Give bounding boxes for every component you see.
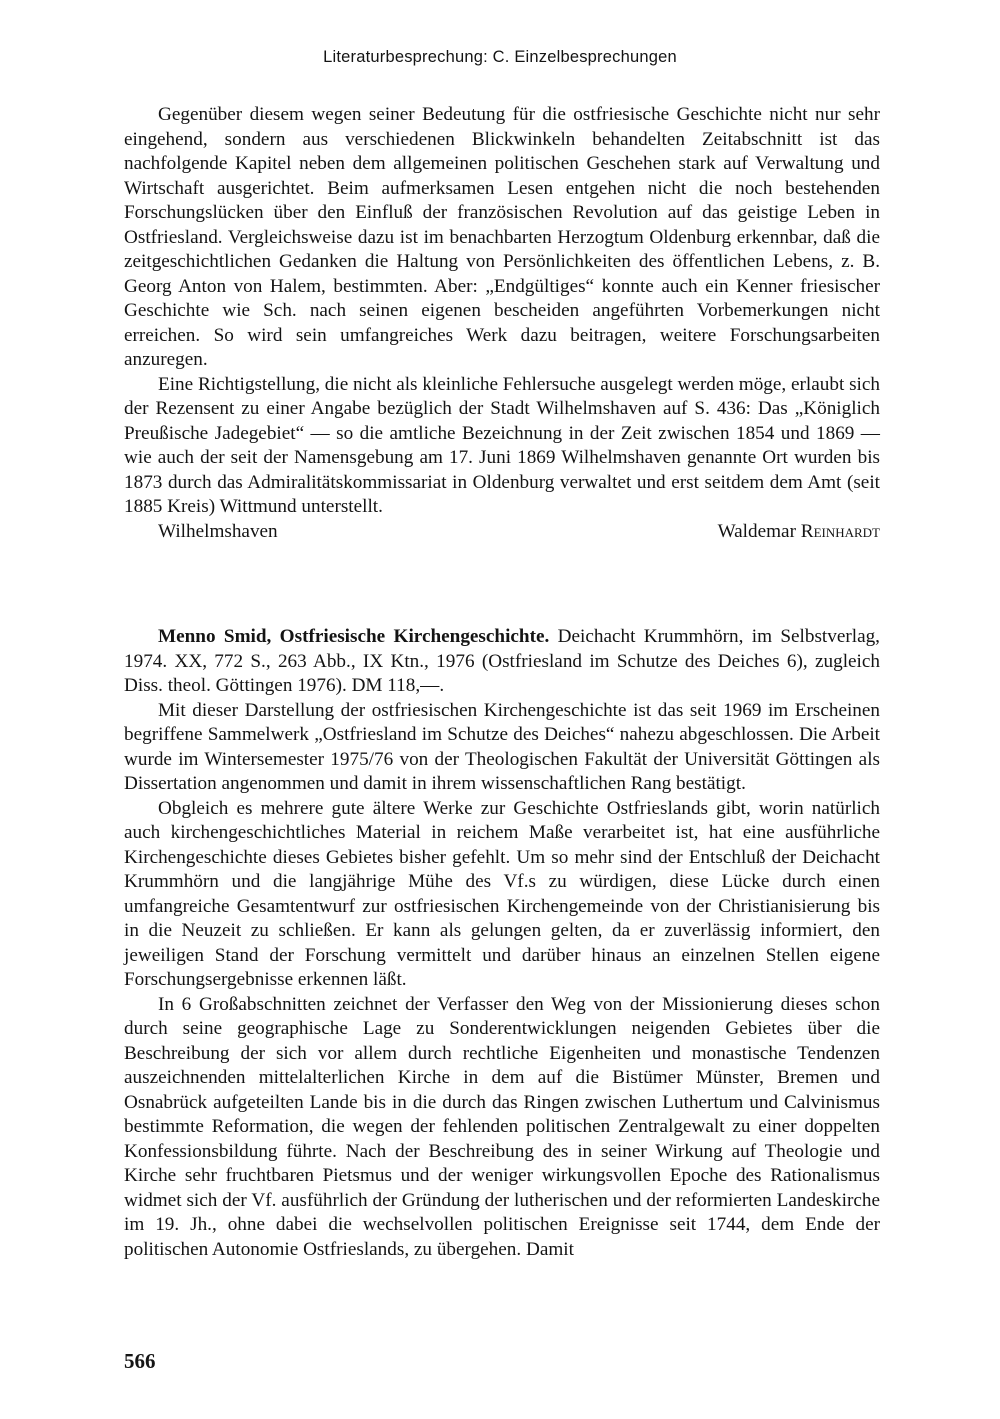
signature-line	[124, 520, 880, 545]
reviewer-surname: Reinhardt	[800, 520, 880, 542]
review-title: Menno Smid, Ostfriesische Kirchengeschichte.	[158, 626, 550, 647]
review-heading	[124, 625, 880, 699]
body-paragraph: Obgleich es mehrere gute ältere Werke zur Geschichte Ostfrieslands gibt, worin natürlich auch kirchengeschichtliches Material in reichem Maße verarbeitet ist, hat eine ausführliche Kirchengeschichte dieses Gebietes bisher gefehlt. Um so mehr sind der Entschluß der Deichacht Krummhörn und die langjährige Mühe des Vf.s zu würdigen, diese Lücke durch einen umfangreiche Gesamtentwurf zur ostfriesischen Kirchengemeinde von der Christianisierung bis in die Neuzeit zu schließen. Er kann als gelungen gelten, da er zuverlässig informiert, den jeweiligen Stand der Forschung vermittelt und darüber hinaus an einzelnen Stellen eigene Forschungsergebnisse erkennen läßt.	[124, 797, 880, 990]
page-number: 566	[124, 1349, 156, 1373]
running-head: Literaturbesprechung: C. Einzelbesprechungen	[323, 48, 677, 66]
review-smid	[124, 625, 880, 1262]
body-paragraph: In 6 Großabschnitten zeichnet der Verfasser den Weg von der Missionierung dieses schon durch seine geographische Lage zu Sonderentwicklungen neigenden Gebietes über die Beschreibung der sich vor allem durch rechtliche Eigenheiten und monastische Tendenzen auszeichnenden mittelalterlichen Kirche in dem auf die Bistümer Münster, Bremen und Osnabrück aufgeteilten Lande bis in die durch das Ringen zwischen Luthertum und Calvinismus bestimmte Reformation, die wegen der fehlenden politischen Zentralgewalt zu einer doppelten Konfessionsbildung führte. Nach der Beschreibung des in seiner Wirkung auf Theologie und Kirche sehr fruchtbaren Pietsmus und der weniger wirkungsvollen Epoche des Rationalismus widmet sich der Vf. ausführlich der Gründung der lutherischen und der reformierten Landeskirche im 19. Jh., ohne dabei die wechselvollen politischen Ereignisse seit 1744, dem Ende der politischen Autonomie Ostfrieslands, zu übergehen. Damit	[124, 993, 880, 1260]
reviewer-name: Waldemar Reinhardt	[717, 520, 880, 542]
review-bibliography: Deichacht Krummhörn, im Selbstverlag, 1974. XX, 772 S., 263 Abb., IX Ktn., 1976 (Ostfriesland im Schutze des Deiches 6), zugleich Diss. theol. Göttingen 1976). DM 118,—.	[124, 626, 880, 696]
body-paragraph: Eine Richtigstellung, die nicht als kleinliche Fehlersuche ausgelegt werden möge, erlaubt sich der Rezensent zu einer Angabe bezüglich der Stadt Wilhelmshaven auf S. 436: Das „Königlich Preußische Jadegebiet“ — so die amtliche Bezeichnung in der Zeit zwischen 1854 und 1869 — wie auch der seit der Namensgebung am 17. Juni 1869 Wilhelmshaven genannte Ort wurden bis 1873 durch das Admiralitätskommissariat in Oldenburg verwaltet und erst seitdem dem Amt (seit 1885 Kreis) Wittmund unterstellt.	[124, 373, 880, 517]
reviewer-place: Wilhelmshaven	[158, 520, 278, 542]
review-continuation	[124, 103, 880, 544]
body-paragraph: Gegenüber diesem wegen seiner Bedeutung für die ostfriesische Geschichte nicht nur sehr eingehend, sondern aus verschiedenen Blickwinkeln behandelten Zeitabschnitt ist das nachfolgende Kapitel neben dem allgemeinen politischen Geschehen stark auf Verwaltung und Wirtschaft ausgerichtet. Beim aufmerksamen Lesen entgehen nicht die noch bestehenden Forschungslücken über den Einfluß der französischen Revolution auf das geistige Leben in Ostfriesland. Vergleichsweise dazu ist im benachbarten Herzogtum Oldenburg erkennbar, daß die zeitgeschichtlichen Gedanken die Haltung von Persönlichkeiten des öffentlichen Lebens, z. B. Georg Anton von Halem, bestimmten. Aber: „Endgültiges“ konnte auch ein Kenner friesischer Geschichte wie Sch. nach seinen eigenen bescheiden angeführten Vorbemerkungen nicht erreichen. So wird sein umfangreiches Werk dazu beitragen, weitere Forschungsarbeiten anzuregen.	[124, 104, 880, 370]
body-paragraph: Mit dieser Darstellung der ostfriesischen Kirchengeschichte ist das seit 1969 im Erscheinen begriffene Sammelwerk „Ostfriesland im Schutze des Deiches“ nahezu abgeschlossen. Die Arbeit wurde im Wintersemester 1975/76 von der Theologischen Fakultät der Universität Göttingen als Dissertation angenommen und damit in ihrem wissenschaftlichen Rang bestätigt.	[124, 699, 880, 794]
